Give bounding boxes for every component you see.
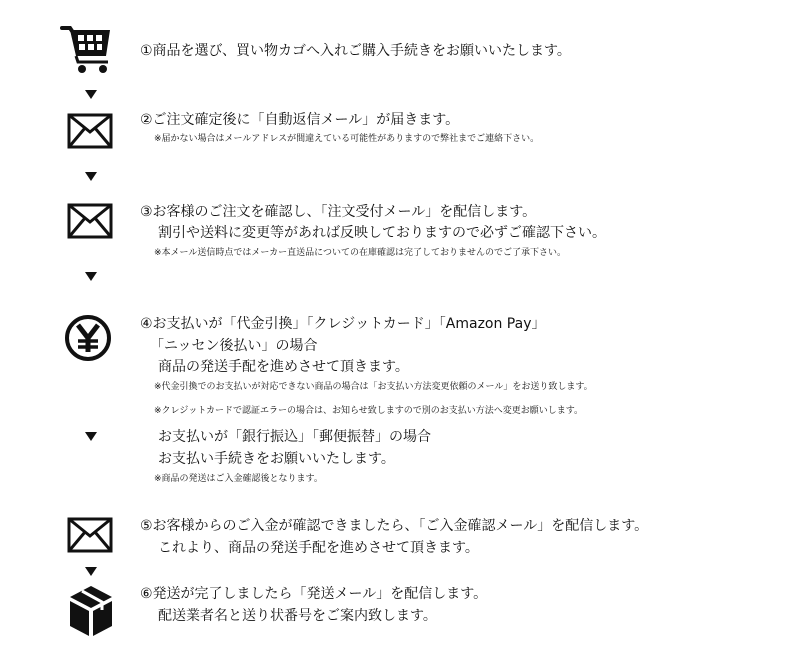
step-4-note-1: ※代金引換でのお支払いが対応できない商品の場合は「お支払い方法変更依頼のメール」をお送り致します。 <box>154 382 593 392</box>
step-5-text-2: これより、商品の発送手配を進めさせて頂きます。 <box>158 540 479 556</box>
down-arrow-3 <box>85 272 97 281</box>
step-6-text: ⑥発送が完了しましたら「発送メール」を配信します。 <box>140 586 488 602</box>
step-4-text: ④お支払いが「代金引換」「クレジットカード」「Amazon Pay」 <box>140 316 546 332</box>
step-5-text: ⑤お客様からのご入金が確認できましたら、「ご入金確認メール」を配信します。 <box>140 518 649 534</box>
envelope-icon <box>67 517 113 553</box>
envelope-icon <box>67 203 113 239</box>
step-1-text: ①商品を選び、買い物カゴへ入れご購入手続きをお願いいたします。 <box>140 43 571 59</box>
step-2-text: ②ご注文確定後に「自動返信メール」が届きます。 <box>140 112 460 128</box>
step-4-note-2: ※クレジットカードで認証エラーの場合は、お知らせ致しますので別のお支払い方法へ変更お願いします。 <box>154 406 584 416</box>
step-6-text-2: 配送業者名と送り状番号をご案内致します。 <box>158 608 437 624</box>
down-arrow-1 <box>85 90 97 99</box>
step-2-note: ※届かない場合はメールアドレスが間違えている可能性がありますので弊社までご連絡下さい。 <box>154 134 540 144</box>
cart-icon <box>60 22 116 76</box>
step-4-note-3: ※商品の発送はご入金確認後となります。 <box>154 474 323 484</box>
step-3-text-2: 割引や送料に変更等があれば反映しておりますので必ずご確認下さい。 <box>158 225 606 241</box>
step-4-text-2: 「ニッセン後払い」の場合 <box>150 338 318 354</box>
down-arrow-4 <box>85 432 97 441</box>
envelope-icon <box>67 113 113 149</box>
step-3-note: ※本メール送信時点ではメーカー直送品についての在庫確認は完了しておりませんのでご了承下さい。 <box>154 248 567 258</box>
yen-icon <box>64 314 112 362</box>
down-arrow-5 <box>85 567 97 576</box>
step-4-bank-text-2: お支払い手続きをお願いいたします。 <box>158 451 395 467</box>
box-icon <box>66 583 116 639</box>
step-4-text-3: 商品の発送手配を進めさせて頂きます。 <box>158 359 409 375</box>
step-4-bank-text: お支払いが「銀行振込」「郵便振替」の場合 <box>158 429 431 445</box>
down-arrow-2 <box>85 172 97 181</box>
step-3-text: ③お客様のご注文を確認し、「注文受付メール」を配信します。 <box>140 204 537 220</box>
